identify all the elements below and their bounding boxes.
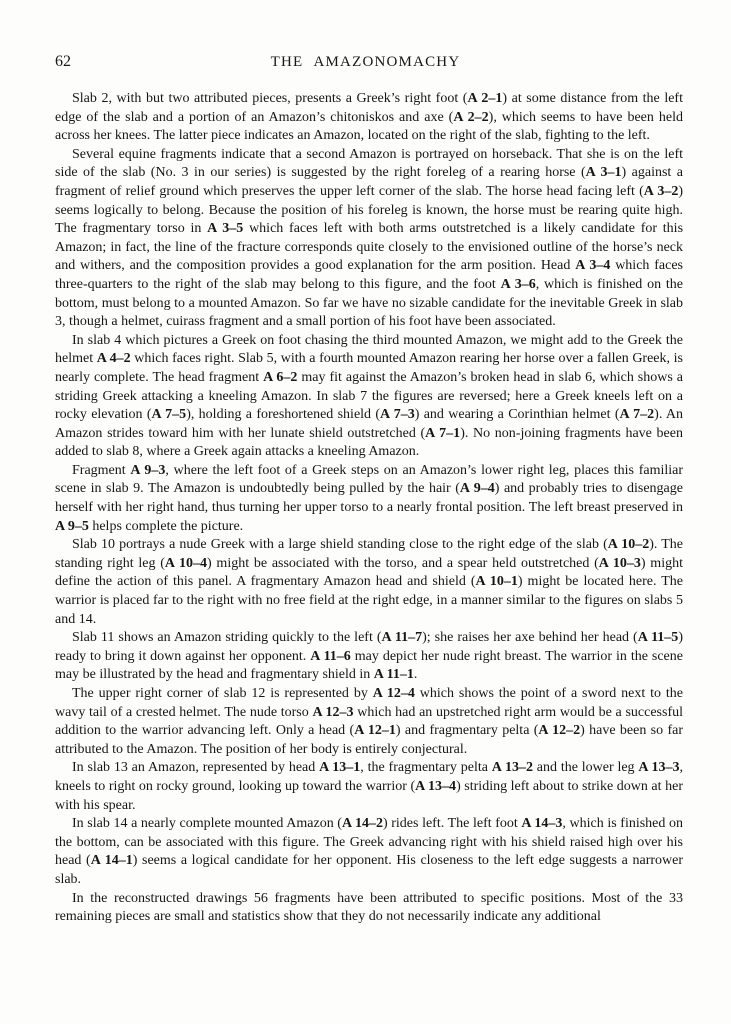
fragment-reference: A 10–1: [475, 574, 518, 590]
fragment-reference: A 14–2: [341, 816, 383, 832]
text-run: ). The standing right leg (: [55, 537, 683, 571]
text-run: which faces left with both arms outstretched is a likely candidate for this Amazon; in fact, the line of the fracture corresponds quite closely to the envisioned outline of the horse’s neck and withers, and the composition provides a good explanation for the arm position. Head: [55, 221, 684, 274]
text-run: and the lower leg: [532, 760, 639, 776]
fragment-reference: A 10–2: [607, 537, 650, 553]
text-run: In the reconstructed drawings 56 fragments have been attributed to specific positions. Most of the 33 remaining pieces are small and statistics show that they do not necessarily indicate any additional: [55, 890, 683, 925]
fragment-reference: A 11–7: [381, 630, 423, 646]
fragment-reference: A 10–4: [164, 555, 208, 571]
text-run: ) ready to bring it down against her opponent.: [55, 630, 683, 664]
paragraph: [55, 536, 683, 629]
fragment-reference: A 6–2: [263, 369, 298, 385]
text-run: ) seems a logical candidate for her opponent. His closeness to the left edge suggests a narrower slab.: [55, 853, 683, 887]
fragment-reference: A 13–4: [415, 778, 457, 794]
text-run: , which is finished on the bottom, can be associated with this figure. The Greek advancing right with his shield raised high over his head (: [55, 816, 684, 869]
fragment-reference: A 3–5: [207, 221, 244, 237]
fragment-reference: A 10–3: [598, 555, 641, 571]
text-run: which shows the point of a sword next to the wavy tail of a crested helmet. The nude torso: [55, 686, 684, 720]
fragment-reference: A 11–5: [637, 630, 679, 646]
fragment-reference: A 3–4: [575, 258, 611, 274]
text-run: ) at some distance from the left edge of the slab and a portion of an Amazon’s chitoniskos and axe (: [55, 91, 683, 125]
fragment-reference: A 2–1: [467, 91, 503, 106]
text-run: , where the left foot of a Greek steps on an Amazon’s lower right leg, places this familiar scene in slab 9. The Amazon is undoubtedly being pulled by the hair (: [55, 462, 684, 497]
text-run: may fit against the Amazon’s broken head in slab 6, which shows a striding Greek attacking a kneeling Amazon. In slab 7 the figures are reversed; here a Greek kneels left on a rocky elevation (: [55, 369, 683, 423]
text-run: ) striding left about to strike down at her with his spear.: [55, 778, 683, 813]
text-run: ) and probably tries to disengage herself with her right hand, thus turning her upper torso to a nearly frontal position. The left breast preserved in: [55, 481, 683, 516]
fragment-reference: A 13–3: [638, 760, 680, 776]
text-run: which faces three-quarters to the right of the slab may belong to this figure, and the foot: [55, 258, 683, 292]
text-run: Fragment: [72, 462, 131, 478]
fragment-reference: A 2–2: [453, 109, 489, 125]
fragment-reference: A 7–2: [619, 407, 655, 423]
fragment-reference: A 11–6: [310, 648, 351, 664]
text-run: , kneels to right on rocky ground, looking up toward the warrior (: [55, 760, 684, 794]
text-run: The upper right corner of slab 12 is represented by: [72, 686, 373, 701]
text-run: In slab 4 which pictures a Greek on foot chasing the third mounted Amazon, we might add to the Greek the helmet: [55, 332, 683, 367]
paragraph: [55, 332, 683, 462]
text-run: ) might be located here. The warrior is placed far to the right with no free field at the right edge, in a manner similar to the figures on slabs 5 and 14.: [55, 574, 683, 627]
text-run: ) have been so far attributed to the Amazon. The position of her body is entirely conjectural.: [55, 723, 683, 757]
fragment-reference: A 9–4: [459, 481, 495, 497]
text-run: ) against a fragment of relief ground which preserves the upper left corner of the slab. The horse head facing left (: [55, 165, 683, 199]
fragment-reference: A 7–1: [425, 425, 461, 441]
paragraph: [55, 90, 683, 146]
fragment-reference: A 7–3: [380, 407, 415, 423]
text-run: In slab 14 a nearly complete mounted Amazon (: [72, 816, 342, 832]
text-run: ) and fragmentary pelta (: [395, 723, 539, 739]
text-run: ) might define the action of this panel. A fragmentary Amazon head and shield (: [55, 555, 683, 590]
text-run: Several equine fragments indicate that a second Amazon is portrayed on horseback. That she is on the left side of the slab (No. 3 in our series) is suggested by the right foreleg of a rearing horse (: [55, 146, 683, 181]
fragment-reference: A 9–3: [130, 462, 166, 478]
fragment-reference: A 12–2: [538, 723, 581, 739]
paragraph: [55, 685, 683, 759]
fragment-reference: A 3–6: [500, 276, 536, 292]
text-run: ), which seems to have been held across her knees. The latter piece indicates an Amazon, located on the right of the slab, fighting to the left.: [55, 109, 683, 144]
page-number: 62: [55, 53, 71, 70]
body-text: [55, 90, 683, 927]
paragraph: [55, 815, 683, 889]
text-run: ). No non-joining fragments have been added to slab 8, where a Greek again attacks a kneeling Amazon.: [55, 425, 683, 460]
text-run: ) seems logically to belong. Because the position of his foreleg is known, the horse must be rearing quite high. The fragmentary torso in: [55, 183, 683, 237]
fragment-reference: A 11–1: [373, 667, 414, 683]
fragment-reference: A 12–4: [372, 686, 415, 701]
text-run: which faces right. Slab 5, with a fourth mounted Amazon rearing her horse over a fallen Greek, is nearly complete. The head fragment: [55, 351, 683, 385]
text-run: ). An Amazon strides toward him with her lunate shield outstretched (: [55, 407, 683, 441]
text-run: .: [413, 667, 418, 683]
running-title: THE AMAZONOMACHY: [270, 54, 461, 70]
fragment-reference: A 14–1: [90, 853, 133, 869]
text-run: Slab 11 shows an Amazon striding quickly to the left (: [72, 630, 382, 646]
fragment-reference: A 12–1: [354, 723, 396, 739]
text-run: ) rides left. The left foot: [382, 816, 522, 832]
page-header: [0, 0, 731, 74]
fragment-reference: A 13–1: [319, 760, 361, 776]
paragraph: [55, 146, 683, 332]
fragment-reference: A 13–2: [491, 760, 533, 776]
fragment-reference: A 14–3: [521, 816, 563, 832]
fragment-reference: A 4–2: [96, 351, 131, 367]
text-run: In slab 13 an Amazon, represented by head: [72, 760, 320, 776]
text-run: may depict her nude right breast. The warrior in the scene may be illustrated by the head and fragmentary shield in: [55, 648, 683, 683]
fragment-reference: A 7–5: [151, 407, 187, 423]
paragraph: [55, 759, 683, 815]
paragraph: [55, 629, 683, 685]
paragraph: [55, 462, 683, 536]
fragment-reference: A 3–2: [643, 183, 679, 199]
fragment-reference: A 9–5: [55, 518, 89, 534]
text-run: which had an upstretched right arm would be a successful addition to the warrior advancing left. Only a head (: [55, 704, 683, 739]
text-run: ); she raises her axe behind her head (: [422, 630, 638, 646]
paragraph: [55, 890, 683, 927]
text-run: , which is finished on the bottom, must belong to a mounted Amazon. So far we have no sizable candidate for the inevitable Greek in slab 3, though a helmet, cuirass fragment and a small portion of his foot have been associated.: [55, 276, 683, 330]
text-run: Slab 2, with but two attributed pieces, presents a Greek’s right foot (: [72, 91, 468, 106]
text-run: helps complete the picture.: [88, 518, 244, 534]
fragment-reference: A 3–1: [585, 165, 622, 181]
fragment-reference: A 12–3: [312, 704, 354, 720]
text-run: ) might be associated with the torso, and a spear held outstretched (: [207, 555, 599, 571]
text-run: ) and wearing a Corinthian helmet (: [414, 407, 620, 423]
text-run: ), holding a foreshortened shield (: [186, 407, 381, 423]
text-run: , the fragmentary pelta: [360, 760, 492, 776]
text-run: Slab 10 portrays a nude Greek with a large shield standing close to the right edge of the slab (: [72, 537, 608, 553]
